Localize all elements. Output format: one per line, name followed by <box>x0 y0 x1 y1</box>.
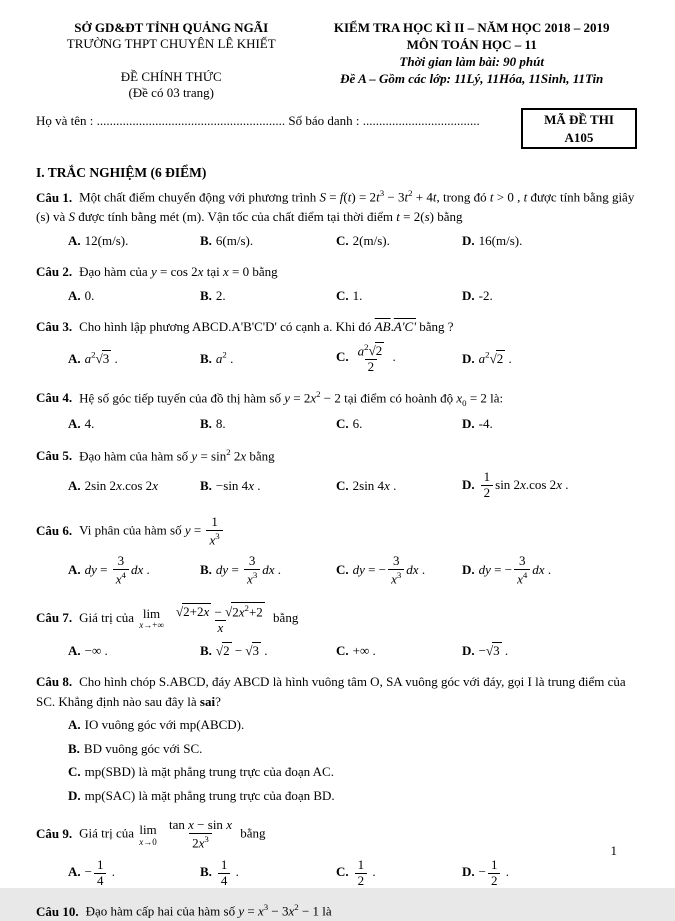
question-label: Câu 6. <box>36 522 73 538</box>
question-text: Câu 4. Hệ số góc tiếp tuyến của đồ thị hàm số $y = 2x^2 - 2$ tại điểm có hoành độ $x_0 = 2$ là: <box>36 388 504 408</box>
option <box>200 347 336 369</box>
option-text: $\frac{1}{2}$ . <box>353 864 376 879</box>
option-letter: B. <box>200 232 212 248</box>
option-text: dy = − $\frac{3}{x^4}$ dx . <box>478 553 552 587</box>
question <box>36 317 637 377</box>
question-text: Câu 8. Cho hình chóp S.ABCD, đáy ABCD là hình vuông tâm O, SA vuông góc với đáy, gọi I là trung điểm của SC. Khẳng định nào sau đây là sai? <box>36 674 626 709</box>
option-letter: C. <box>336 864 349 879</box>
option-text: +∞ . <box>352 642 376 658</box>
option-letter: D. <box>462 350 475 366</box>
question-text: Câu 5. Đạo hàm của hàm số $y = \sin^2 2x$ bằng <box>36 446 275 463</box>
option <box>68 285 200 307</box>
option-letter: D. <box>462 642 475 658</box>
option-letter: B. <box>200 416 212 432</box>
option-letter: D. <box>462 232 475 248</box>
option-text: 6. <box>352 416 363 432</box>
option <box>336 340 462 377</box>
option-text: −√3 . <box>478 642 509 658</box>
question-label: Câu 3. <box>36 319 73 335</box>
option-letter: D. <box>462 287 475 303</box>
option-letter: B. <box>200 287 212 303</box>
question-text: Câu 7. Giá trị của lim x→+∞ $\frac{√2+2x - √2x^2+2}{x}$ bằng <box>36 602 299 635</box>
option-text: -2. <box>478 287 493 303</box>
option-text: 6(m/s). <box>215 232 254 248</box>
option-text: mp(SBD) là mặt phẳng trung trực của đoạn AC. <box>84 764 334 780</box>
question-label: Câu 8. <box>36 674 73 690</box>
option-letter: C. <box>336 562 349 578</box>
option <box>68 856 200 891</box>
options <box>68 340 637 377</box>
question-label: Câu 4. <box>36 390 73 406</box>
option <box>336 640 462 662</box>
option-text: 2(m/s). <box>352 232 390 248</box>
name-line <box>36 108 511 131</box>
option-text: 1. <box>352 287 363 303</box>
option-letter: D. <box>462 562 475 578</box>
option <box>68 761 637 783</box>
exam-code-label: MÃ ĐỀ THI <box>544 112 614 127</box>
name-dotted-field: .......................................................... <box>96 113 286 128</box>
page-number: 1 <box>610 842 617 858</box>
option-letter: D. <box>462 476 475 492</box>
exam-code-value: A105 <box>564 129 594 145</box>
option-text: $a^2$ . <box>215 349 234 366</box>
option <box>68 552 200 589</box>
options <box>68 230 637 252</box>
option-text: √2 − √3 . <box>215 642 268 658</box>
option <box>68 347 200 369</box>
option-letter: A. <box>68 642 81 658</box>
option-letter: B. <box>200 562 212 578</box>
option <box>68 475 200 497</box>
option <box>68 738 637 760</box>
option-letter: B. <box>200 350 212 366</box>
question-label: Câu 9. <box>36 825 73 841</box>
department-name: SỞ GD&ĐT TỈNH QUẢNG NGÃI <box>74 20 269 35</box>
question-label: Câu 5. <box>36 447 73 463</box>
exam-code-box <box>521 108 637 149</box>
page-header <box>36 20 637 101</box>
question <box>36 817 637 890</box>
option-text: $a^2√3$ . <box>84 349 118 366</box>
option <box>462 468 637 503</box>
options <box>68 468 637 503</box>
header-right <box>306 20 637 101</box>
question <box>36 601 637 662</box>
option-text: $\frac{a^2√2}{2}$ . <box>357 341 396 374</box>
option-text: dy = $\frac{3}{x^3}$ dx . <box>215 553 282 587</box>
option <box>200 285 336 307</box>
pages-note: (Đề có 03 trang) <box>128 84 214 100</box>
question-label: Câu 7. <box>36 609 73 625</box>
option-letter: C. <box>336 287 349 303</box>
option-letter: A. <box>68 717 81 733</box>
option-letter: B. <box>200 642 212 658</box>
official-exam-label: ĐỀ CHÍNH THỨC <box>120 68 222 84</box>
option-letter: C. <box>336 416 349 432</box>
option-text: mp(SAC) là mặt phẳng trung trực của đoạn BD. <box>84 787 335 803</box>
option-text: − $\frac{1}{4}$ . <box>84 856 115 888</box>
options <box>68 714 637 806</box>
option-text: BD vuông góc với SC. <box>83 740 203 756</box>
exam-duration: Thời gian làm bài: 90 phút <box>399 53 545 69</box>
question-label: Câu 2. <box>36 264 73 280</box>
option-text: 0. <box>84 287 95 303</box>
question-text: Câu 3. Cho hình lập phương ABCD.A'B'C'D' có cạnh a. Khi đó $\overline{AB}.A'C'$ bằng ? <box>36 319 454 335</box>
option-letter: C. <box>336 232 349 248</box>
options <box>68 856 637 891</box>
option <box>336 285 462 307</box>
option-letter: A. <box>68 864 81 879</box>
option <box>462 285 637 307</box>
option-letter: A. <box>68 350 81 366</box>
option-letter: A. <box>68 232 81 248</box>
option-letter: A. <box>68 478 81 494</box>
question <box>36 901 637 921</box>
options <box>68 640 637 662</box>
option <box>68 640 200 662</box>
option-text: 16(m/s). <box>478 232 523 248</box>
candidate-info-row <box>36 108 637 149</box>
option-letter: B. <box>200 478 212 494</box>
option <box>200 552 336 589</box>
option <box>200 475 336 497</box>
exam-classes: Đề A – Gồm các lớp: 11Lý, 11Hóa, 11Sinh, 11Tin <box>340 70 604 86</box>
options <box>68 552 637 589</box>
option-text: − $\frac{1}{2}$ . <box>478 856 509 888</box>
option-text: IO vuông góc với mp(ABCD). <box>84 717 245 733</box>
option-text: -4. <box>478 416 493 432</box>
option-text: dy = $\frac{3}{x^4}$ dx . <box>84 553 150 587</box>
option-text: 2sin 4x . <box>352 478 397 494</box>
option-text: 4. <box>84 416 95 432</box>
option <box>462 347 637 369</box>
option <box>462 413 637 435</box>
option <box>68 785 637 807</box>
option <box>200 230 336 252</box>
header-left <box>36 20 306 101</box>
option-letter: A. <box>68 562 81 578</box>
option-text: $\frac{1}{4}$ . <box>216 864 239 879</box>
name-label: Họ và tên : <box>36 113 97 128</box>
question-text: Câu 6. Vi phân của hàm số y = $\frac{1}{x^3}$ <box>36 514 637 549</box>
question <box>36 262 637 306</box>
option-text: 8. <box>215 416 226 432</box>
question-text: Câu 10. Đạo hàm cấp hai của hàm số $y = x^3 - 3x^2 - 1$ là <box>36 902 332 919</box>
option-text: $\frac{1}{2}$ sin 2x.cos 2x . <box>479 477 569 492</box>
school-name: TRƯỜNG THPT CHUYÊN LÊ KHIẾT <box>66 36 276 52</box>
option-text: 2. <box>215 287 226 303</box>
option-letter: C. <box>336 642 349 658</box>
option <box>336 230 462 252</box>
options <box>68 413 637 435</box>
option <box>336 475 462 497</box>
option-letter: A. <box>68 416 81 432</box>
option-text: $a^2√2$ . <box>478 349 512 366</box>
option <box>68 413 200 435</box>
question <box>36 514 637 589</box>
question <box>36 388 637 435</box>
sbd-dotted-field: .................................... <box>362 113 480 128</box>
option-letter: B. <box>68 740 80 756</box>
option <box>68 714 637 736</box>
option-letter: D. <box>68 787 81 803</box>
option-text: dy = − $\frac{3}{x^3}$ dx . <box>352 553 426 587</box>
question <box>36 187 637 251</box>
question-label: Câu 1. <box>36 189 73 205</box>
option-text: 2sin 2x.cos 2x <box>84 478 158 494</box>
options <box>68 285 637 307</box>
option <box>336 413 462 435</box>
option-text: −sin 4x . <box>215 478 261 494</box>
question-text: Câu 2. Đạo hàm của y = cos 2x tại x = 0 bằng <box>36 264 278 280</box>
option-text: 12(m/s). <box>84 232 129 248</box>
option <box>462 640 637 662</box>
exam-subject: MÔN TOÁN HỌC – 11 <box>406 36 537 52</box>
question-label: Câu 10. <box>36 903 79 919</box>
option-letter: C. <box>68 764 81 780</box>
sbd-label: Số báo danh : <box>285 113 363 128</box>
option <box>200 413 336 435</box>
option-letter: C. <box>336 478 349 494</box>
option-letter: B. <box>200 864 212 879</box>
question-text: Câu 9. Giá trị của lim x→0 $\frac{\text{tan x − sin x}}{2x^3}$ bằng <box>36 817 266 851</box>
question <box>36 672 637 806</box>
option <box>462 230 637 252</box>
option-letter: D. <box>462 864 475 879</box>
option <box>462 552 637 589</box>
option <box>336 856 462 891</box>
section-title: I. TRẮC NGHIỆM (6 ĐIỂM) <box>36 165 207 181</box>
option-letter: D. <box>462 416 475 432</box>
question <box>36 446 637 504</box>
option <box>200 640 336 662</box>
option-letter: C. <box>336 349 349 365</box>
option <box>200 856 336 891</box>
option <box>462 856 637 891</box>
option <box>336 552 462 589</box>
exam-title: KIỂM TRA HỌC KÌ II – NĂM HỌC 2018 – 2019 <box>333 20 610 35</box>
option-letter: A. <box>68 287 81 303</box>
option <box>68 230 200 252</box>
question-text: Câu 1. Một chất điểm chuyển động với phương trình $S = f(t) = 2t^3 - 3t^2 + 4t$, trong đó t > 0 , t được tính bằng giây (s) và S được tính bằng mét (m). Vận tốc của chất điểm tại thời điểm t = 2(s) bằng <box>36 188 635 225</box>
questions-container <box>36 187 637 921</box>
option-text: −∞ . <box>84 642 108 658</box>
